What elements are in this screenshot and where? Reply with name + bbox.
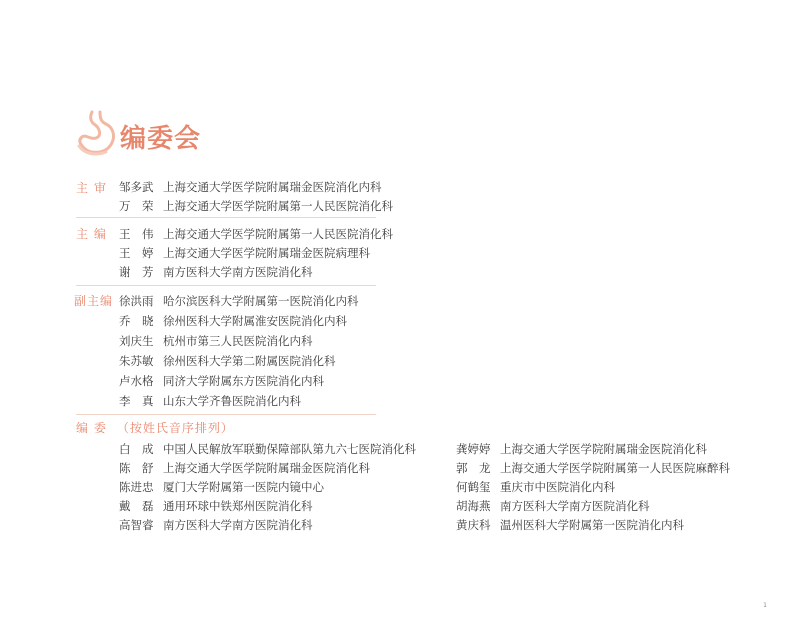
member-name: 朱苏敏 (119, 354, 154, 368)
member-row (119, 478, 324, 496)
member-name: 戴 磊 (119, 499, 154, 513)
member-row (119, 178, 382, 196)
member-row (119, 312, 347, 330)
member-name: 乔 晓 (119, 314, 154, 328)
member-institution: 上海交通大学医学院附属瑞金医院消化内科 (163, 180, 382, 194)
member-institution: 上海交通大学医学院附属瑞金医院消化科 (500, 442, 707, 456)
member-row (456, 459, 730, 477)
member-name: 卢水格 (119, 374, 154, 388)
member-institution: 温州医科大学附属第一医院消化内科 (500, 518, 684, 532)
member-institution: 山东大学齐鲁医院消化内科 (163, 394, 301, 408)
member-row (456, 440, 707, 458)
member-row (456, 497, 650, 515)
divider (76, 285, 376, 286)
page-number: 1 (763, 602, 767, 609)
member-row (119, 392, 301, 410)
member-name: 黄庆科 (456, 518, 491, 532)
member-name: 谢 芳 (119, 265, 154, 279)
member-name: 何鹤玺 (456, 480, 491, 494)
member-name: 邹多武 (119, 180, 154, 194)
member-institution: 杭州市第三人民医院消化内科 (163, 334, 313, 348)
member-row (456, 516, 684, 534)
role-label-text: 编 委 (76, 421, 107, 435)
member-institution: 徐州医科大学第二附属医院消化科 (163, 354, 336, 368)
member-institution: 上海交通大学医学院附属第一人民医院消化科 (163, 227, 393, 241)
member-row (119, 516, 313, 534)
member-name: 陈 舒 (119, 461, 154, 475)
divider (76, 414, 376, 415)
member-row (119, 372, 324, 390)
member-institution: 上海交通大学医学院附属第一人民医院消化科 (163, 199, 393, 213)
member-row (119, 497, 313, 515)
member-institution: 哈尔滨医科大学附属第一医院消化内科 (163, 294, 359, 308)
member-institution: 上海交通大学医学院附属瑞金医院消化科 (163, 461, 370, 475)
member-name: 万 荣 (119, 199, 154, 213)
member-institution: 南方医科大学南方医院消化科 (163, 518, 313, 532)
member-institution: 上海交通大学医学院附属瑞金医院病理科 (163, 246, 370, 260)
member-name: 刘庆生 (119, 334, 154, 348)
member-institution: 厦门大学附属第一医院内镜中心 (163, 480, 324, 494)
role-label (76, 419, 234, 436)
member-row (119, 440, 416, 458)
member-institution: 徐州医科大学附属淮安医院消化内科 (163, 314, 347, 328)
member-name: 陈进忠 (119, 480, 154, 494)
member-name: 白 成 (119, 442, 154, 456)
member-institution: 同济大学附属东方医院消化内科 (163, 374, 324, 388)
member-name: 胡海燕 (456, 499, 491, 513)
member-row (119, 332, 313, 350)
member-row (119, 263, 313, 281)
member-row (119, 225, 393, 243)
member-name: 高智睿 (119, 518, 154, 532)
role-label: 副主编 (74, 294, 114, 308)
page-title: 编委会 (120, 124, 202, 154)
role-label: 主 审 (76, 181, 107, 195)
sort-note: （按姓氏音序排列） (116, 421, 234, 435)
member-name: 徐洪雨 (119, 294, 154, 308)
member-institution: 南方医科大学南方医院消化科 (163, 265, 313, 279)
divider (76, 217, 376, 218)
member-institution: 中国人民解放军联勤保障部队第九六七医院消化科 (163, 442, 416, 456)
member-name: 王 婷 (119, 246, 154, 260)
member-name: 王 伟 (119, 227, 154, 241)
member-name: 李 真 (119, 394, 154, 408)
member-institution: 上海交通大学医学院附属第一人民医院麻醉科 (500, 461, 730, 475)
member-row (119, 244, 370, 262)
member-institution: 通用环球中铁郑州医院消化科 (163, 499, 313, 513)
role-label: 主 编 (76, 227, 107, 241)
member-row (119, 352, 336, 370)
member-row (456, 478, 615, 496)
member-name: 龚婷婷 (456, 442, 491, 456)
member-row (119, 292, 359, 310)
stomach-icon (76, 110, 120, 158)
member-institution: 重庆市中医院消化内科 (500, 480, 615, 494)
member-name: 郭 龙 (456, 461, 491, 475)
member-row (119, 197, 393, 215)
member-row (119, 459, 370, 477)
member-institution: 南方医科大学南方医院消化科 (500, 499, 650, 513)
